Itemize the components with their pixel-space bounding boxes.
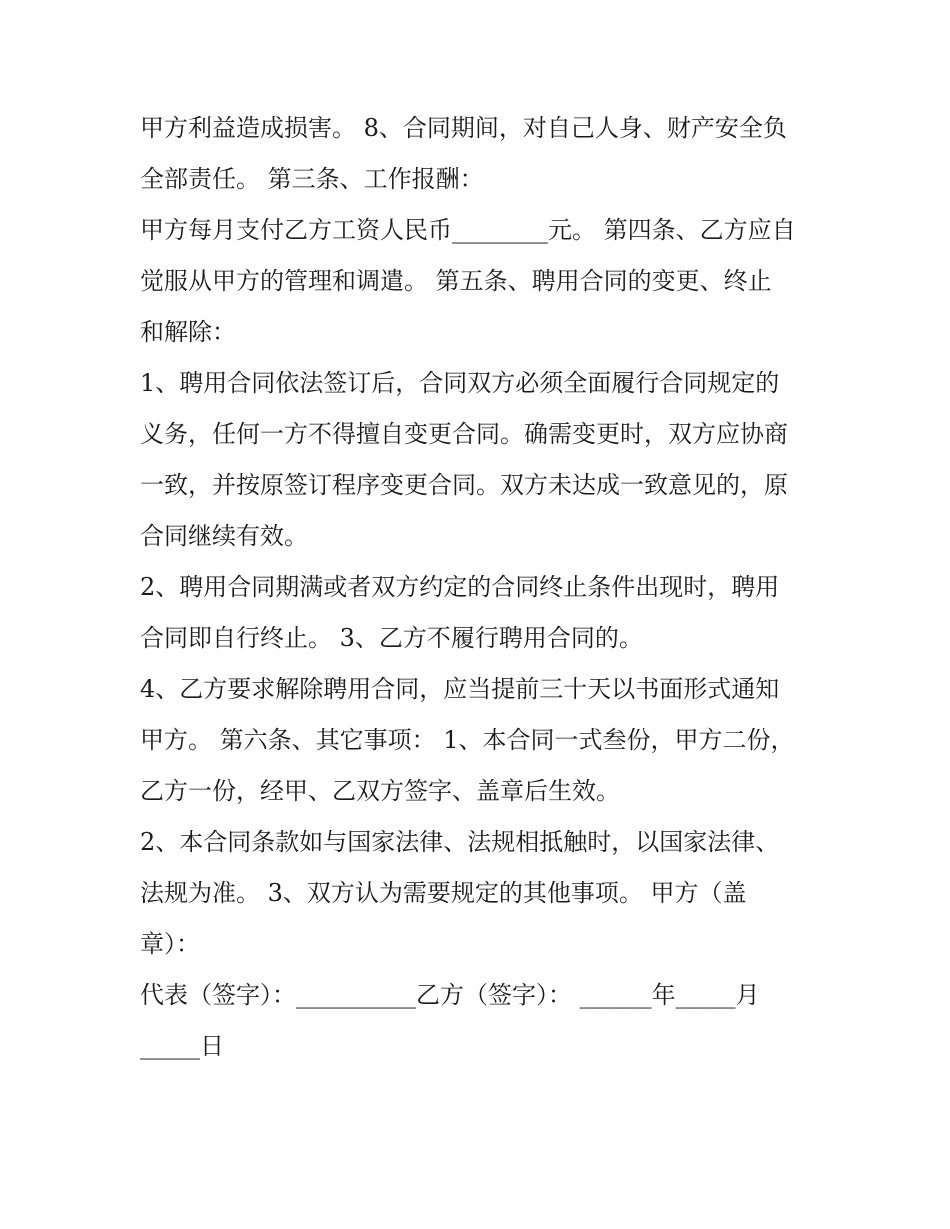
text-line: 觉服从甲方的管理和调遣。 第五条、聘用合同的变更、终止 <box>140 267 772 295</box>
text-line: 义务，任何一方不得擅自变更合同。确需变更时，双方应协商 <box>140 420 788 448</box>
text-line: 合同继续有效。 <box>140 522 308 550</box>
text-line: 合同即自行终止。 3、乙方不履行聘用合同的。 <box>140 624 643 652</box>
text-line: 甲方。 第六条、其它事项： 1、本合同一式叁份，甲方二份， <box>140 726 795 754</box>
text-line: 4、乙方要求解除聘用合同，应当提前三十天以书面形式通知 <box>140 675 780 703</box>
date-line: _____日 <box>140 1032 224 1060</box>
text-line: 2、聘用合同期满或者双方约定的合同终止条件出现时，聘用 <box>140 573 780 601</box>
contract-text <box>140 103 815 1072</box>
text-line: 甲方每月支付乙方工资人民币________元。 第四条、乙方应自 <box>140 216 796 244</box>
text-line: 法规为准。 3、双方认为需要规定的其他事项。 甲方（盖 <box>140 879 747 907</box>
text-line: 章）： <box>140 930 200 958</box>
text-line: 1、聘用合同依法签订后，合同双方必须全面履行合同规定的 <box>140 369 780 397</box>
text-line: 和解除： <box>140 318 236 346</box>
text-line: 甲方利益造成损害。 8、合同期间，对自己人身、财产安全负 <box>140 114 787 142</box>
text-line: 乙方一份，经甲、乙双方签字、盖章后生效。 <box>140 777 620 805</box>
signature-line: 代表（签字）：__________乙方（签字）： ______年_____月 <box>140 981 760 1009</box>
text-line: 一致，并按原签订程序变更合同。双方未达成一致意见的，原 <box>140 471 788 499</box>
text-line: 全部责任。 第三条、工作报酬： <box>140 165 484 193</box>
text-line: 2、本合同条款如与国家法律、法规相抵触时，以国家法律、 <box>140 828 780 856</box>
